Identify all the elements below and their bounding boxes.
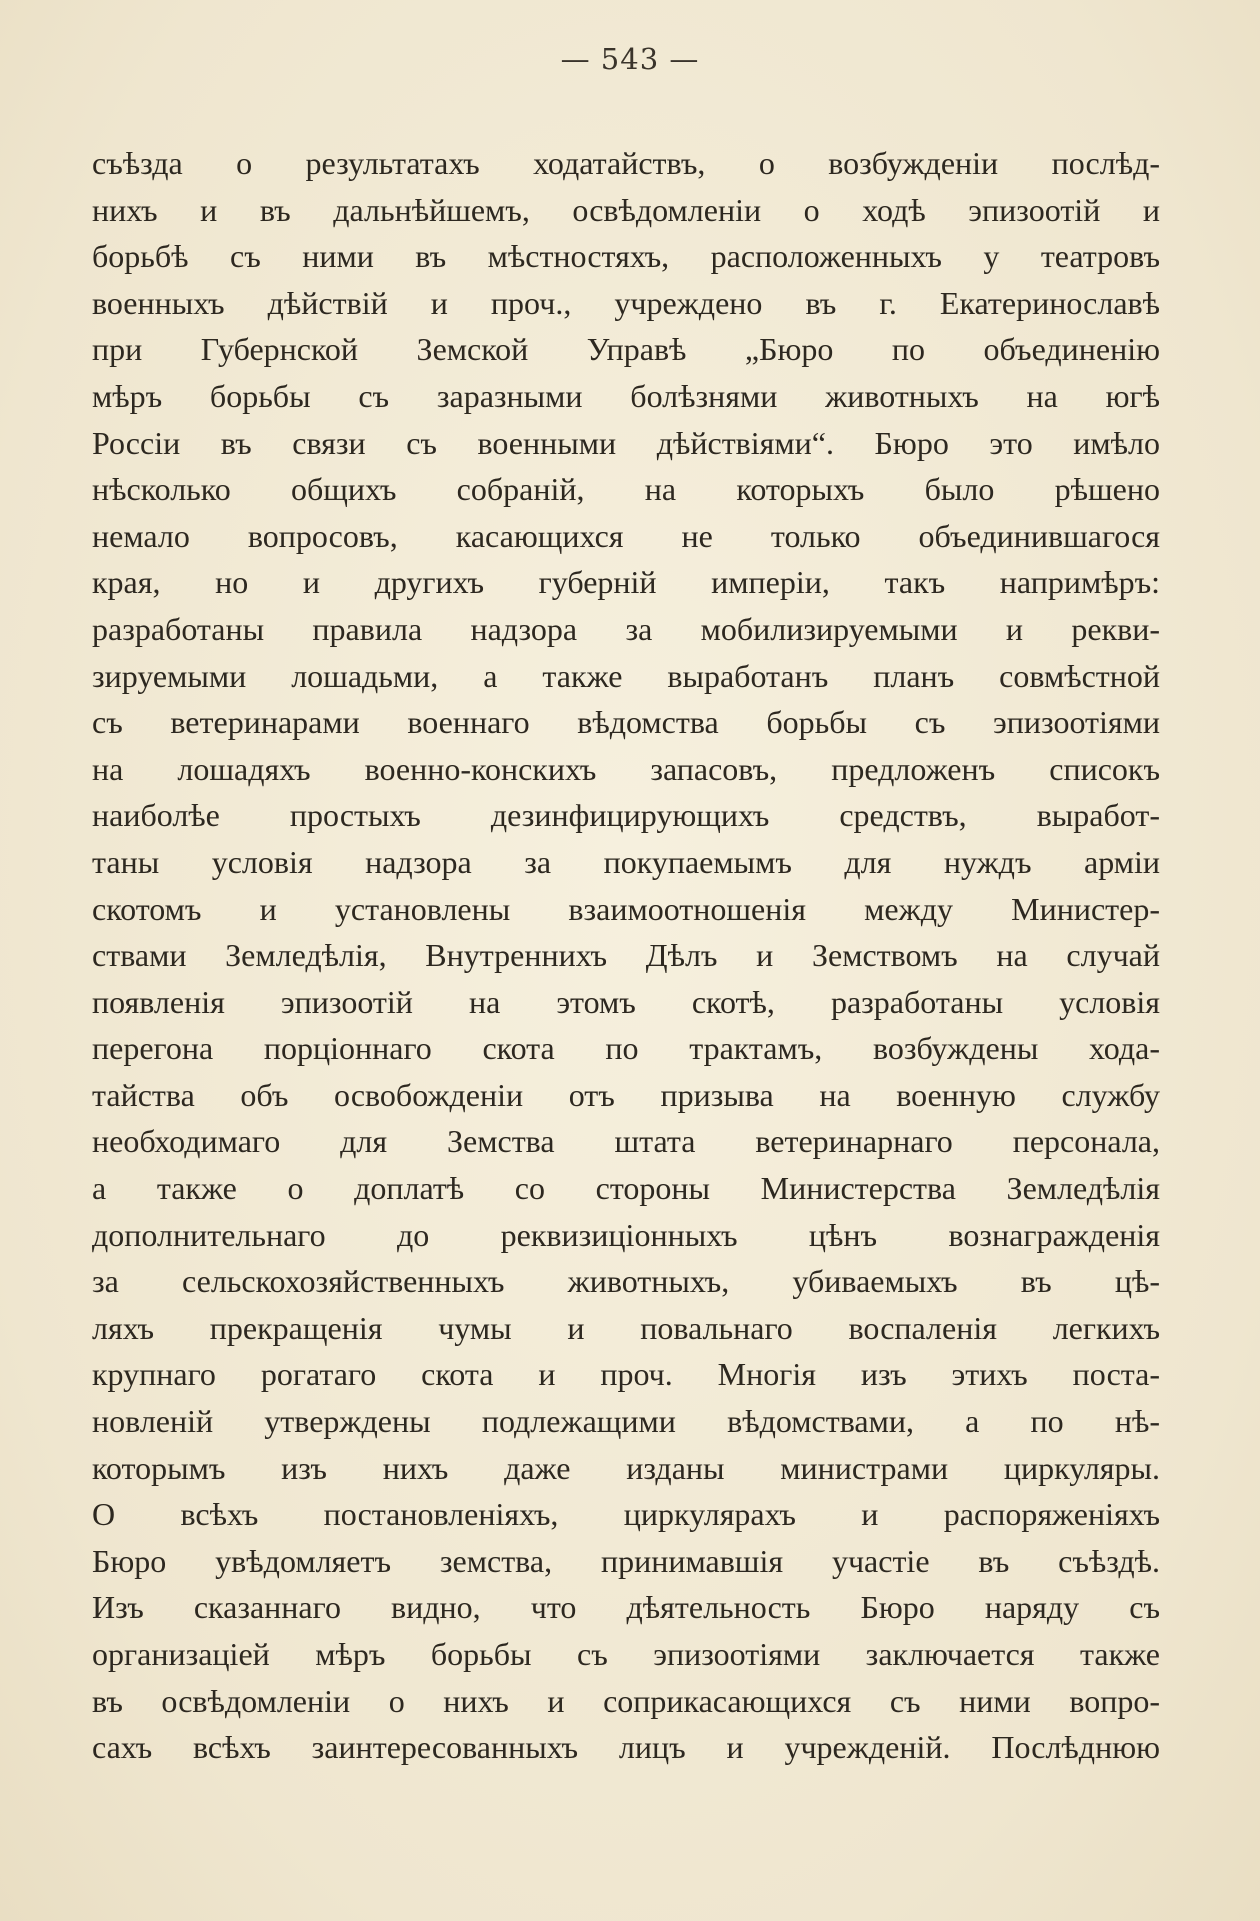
text-line: ляхъ прекращенія чумы и повальнаго воспаленія легкихъ <box>92 1309 1160 1346</box>
text-line: необходимаго для Земства штата ветеринарнаго персонала, <box>92 1123 1160 1160</box>
text-line: ствами Земледѣлія, Внутреннихъ Дѣлъ и Земствомъ на случай <box>92 937 1160 974</box>
text-line: края, но и другихъ губерній имперіи, такъ напримѣръ: <box>92 564 1160 601</box>
text-line: скотомъ и установлены взаимоотношенія между Министер- <box>92 890 1160 927</box>
text-line: борьбѣ съ ними въ мѣстностяхъ, расположенныхъ у театровъ <box>92 238 1160 275</box>
text-line: при Губернской Земской Управѣ „Бюро по объединенію <box>92 331 1160 368</box>
text-line: разработаны правила надзора за мобилизируемыми и рекви- <box>92 610 1160 647</box>
text-line: на лошадяхъ военно-конскихъ запасовъ, предложенъ списокъ <box>92 750 1160 787</box>
text-line: таны условія надзора за покупаемымъ для нуждъ арміи <box>92 843 1160 880</box>
text-line: мѣръ борьбы съ заразными болѣзнями животныхъ на югѣ <box>92 377 1160 414</box>
page-number: — 543 — <box>560 42 700 76</box>
text-line: О всѣхъ постановленіяхъ, циркулярахъ и распоряженіяхъ <box>92 1496 1160 1533</box>
text-line: появленія эпизоотій на этомъ скотѣ, разработаны условія <box>92 983 1160 1020</box>
text-line: нихъ и въ дальнѣйшемъ, освѣдомленіи о ходѣ эпизоотій и <box>92 191 1160 228</box>
text-line: съ ветеринарами военнаго вѣдомства борьбы съ эпизоотіями <box>92 704 1160 741</box>
text-line: а также о доплатѣ со стороны Министерства Земледѣлія <box>92 1170 1160 1207</box>
text-line: съѣзда о результатахъ ходатайствъ, о возбужденіи послѣд- <box>92 145 1160 181</box>
text-line: наиболѣе простыхъ дезинфицирующихъ средствъ, выработ- <box>92 797 1160 834</box>
text-line: Бюро увѣдомляетъ земства, принимавшія участіе въ съѣздѣ. <box>92 1542 1160 1579</box>
text-line: Россіи въ связи съ военными дѣйствіями“. Бюро это имѣло <box>92 424 1160 461</box>
text-line: немало вопросовъ, касающихся не только объединившагося <box>92 517 1160 554</box>
text-line: тайства объ освобожденіи отъ призыва на военную службу <box>92 1076 1160 1113</box>
text-line: перегона порціоннаго скота по трактамъ, возбуждены хода- <box>92 1030 1160 1067</box>
text-line: военныхъ дѣйствій и проч., учреждено въ г. Екатеринославѣ <box>92 284 1160 321</box>
text-line: сахъ всѣхъ заинтересованныхъ лицъ и учрежденій. Послѣднюю <box>92 1729 1160 1766</box>
text-line: за сельскохозяйственныхъ животныхъ, убиваемыхъ въ цѣ- <box>92 1263 1160 1300</box>
text-line: въ освѣдомленіи о нихъ и соприкасающихся съ ними вопро- <box>92 1682 1160 1719</box>
text-line: зируемыми лошадьми, а также выработанъ планъ совмѣстной <box>92 657 1160 694</box>
text-line: новленій утверждены подлежащими вѣдомствами, а по нѣ- <box>92 1403 1160 1440</box>
text-line: которымъ изъ нихъ даже изданы министрами циркуляры. <box>92 1449 1160 1486</box>
text-line: крупнаго рогатаго скота и проч. Многія изъ этихъ поста- <box>92 1356 1160 1393</box>
text-line: организаціей мѣръ борьбы съ эпизоотіями заключается также <box>92 1636 1160 1672</box>
text-line: нѣсколько общихъ собраній, на которыхъ было рѣшено <box>92 471 1160 508</box>
text-line: дополнительнаго до реквизиціонныхъ цѣнъ вознагражденія <box>92 1216 1160 1253</box>
body-text <box>92 140 1160 1771</box>
text-line: Изъ сказаннаго видно, что дѣятельность Бюро наряду съ <box>92 1589 1160 1626</box>
